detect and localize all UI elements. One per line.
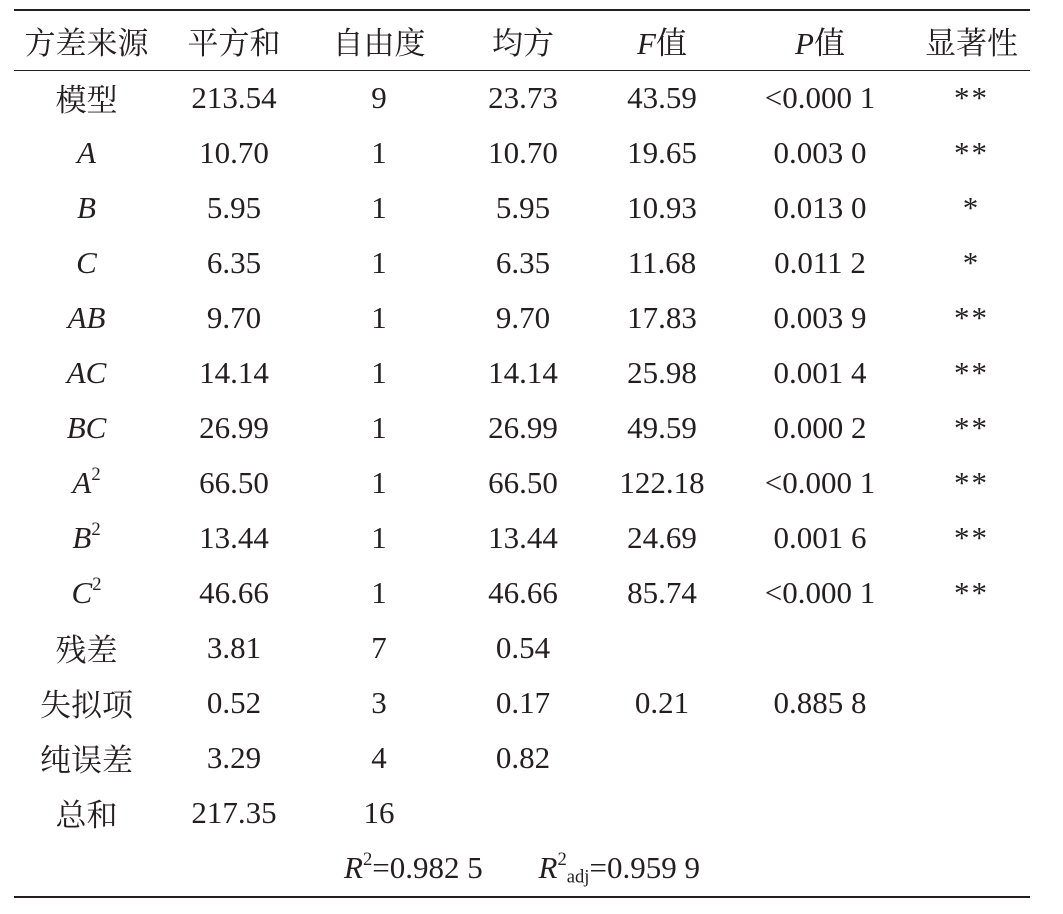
cell-p-value: 0.013 0 [773, 189, 867, 225]
header-f-value [597, 10, 727, 70]
cell-sum-of-squares: 14.14 [199, 354, 269, 390]
cell-significance [913, 675, 1030, 730]
table-row [14, 620, 1030, 675]
table-row [14, 455, 1030, 510]
cell-p-value: 0.000 2 [773, 409, 867, 445]
cell-mean-square: 5.95 [495, 189, 551, 225]
cell-sum-of-squares: 3.29 [206, 739, 262, 775]
header-p-letter: P [795, 25, 814, 61]
cell-source [14, 180, 159, 235]
cell-source-exponent: 2 [91, 518, 101, 540]
header-row [14, 10, 1030, 70]
cell-f-value: 11.68 [627, 244, 697, 280]
cell-significance: * [962, 189, 981, 225]
cell-significance [913, 730, 1030, 785]
cell-degrees-of-freedom: 7 [371, 629, 387, 665]
cell-source-term: B [72, 519, 92, 555]
cell-degrees-of-freedom: 4 [371, 739, 387, 775]
cell-source-term: AC [66, 354, 107, 390]
cell-significance: ** [954, 354, 989, 390]
cell-significance [913, 785, 1030, 840]
cell-p-value [727, 620, 913, 675]
cell-mean-square: 0.82 [495, 739, 551, 775]
cell-mean-square: 14.14 [488, 354, 558, 390]
cell-mean-square: 23.73 [488, 79, 558, 115]
cell-f-value: 43.59 [627, 79, 697, 115]
cell-mean-square: 66.50 [488, 464, 558, 500]
cell-f-value: 10.93 [627, 189, 697, 225]
cell-mean-square [449, 785, 597, 840]
cell-f-value: 0.21 [634, 684, 690, 720]
cell-significance: ** [954, 519, 989, 555]
cell-mean-square: 26.99 [488, 409, 558, 445]
header-sum-of-squares: 平方和 [159, 10, 309, 70]
cell-sum-of-squares: 10.70 [199, 134, 269, 170]
cell-f-value: 85.74 [627, 574, 697, 610]
header-f-letter: F [637, 25, 656, 61]
cell-source-term: A [77, 134, 96, 170]
cell-f-value [597, 620, 727, 675]
cell-f-value: 19.65 [627, 134, 697, 170]
cell-degrees-of-freedom: 1 [371, 574, 387, 610]
cell-sum-of-squares: 213.54 [191, 79, 277, 115]
cell-sum-of-squares: 26.99 [199, 409, 269, 445]
table-row [14, 70, 1030, 125]
cell-mean-square: 0.17 [495, 684, 551, 720]
cell-p-value: 0.003 9 [773, 299, 867, 335]
header-p-value [727, 10, 913, 70]
cell-source-term: AB [67, 299, 106, 335]
cell-degrees-of-freedom: 1 [371, 519, 387, 555]
cell-source [14, 235, 159, 290]
cell-significance: * [962, 244, 981, 280]
fit-statistics [14, 840, 1030, 897]
cell-f-value: 122.18 [619, 464, 705, 500]
header-significance: 显著性 [913, 10, 1030, 70]
cell-p-value: 0.001 4 [773, 354, 867, 390]
cell-mean-square: 9.70 [495, 299, 551, 335]
anova-table [14, 9, 1030, 898]
cell-significance: ** [954, 464, 989, 500]
table-row [14, 235, 1030, 290]
cell-degrees-of-freedom: 9 [371, 79, 387, 115]
cell-source [14, 400, 159, 455]
cell-p-value: 0.011 2 [774, 244, 866, 280]
cell-source: 纯误差 [40, 743, 133, 778]
cell-mean-square: 10.70 [488, 134, 558, 170]
table-row [14, 400, 1030, 455]
header-p-word: 值 [813, 25, 845, 61]
cell-p-value [727, 730, 913, 785]
r-squared: $R^2=0.982$ 5 [344, 848, 483, 885]
cell-source [14, 565, 159, 620]
cell-p-value: <0.000 1 [764, 79, 876, 115]
cell-p-value: <0.000 1 [764, 574, 876, 610]
cell-degrees-of-freedom: 1 [371, 299, 387, 335]
cell-source-term: BC [66, 409, 107, 445]
cell-p-value: <0.000 1 [764, 464, 876, 500]
cell-significance: ** [954, 299, 989, 335]
header-degrees-of-freedom: 自由度 [309, 10, 449, 70]
cell-sum-of-squares: 0.52 [206, 684, 262, 720]
cell-source: 总和 [55, 798, 118, 833]
cell-mean-square: 0.54 [495, 629, 551, 665]
cell-source: 残差 [55, 633, 118, 668]
cell-f-value: 24.69 [627, 519, 697, 555]
header-f-word: 值 [655, 25, 687, 61]
table-row [14, 675, 1030, 730]
table-row [14, 510, 1030, 565]
table-row [14, 125, 1030, 180]
cell-sum-of-squares: 66.50 [199, 464, 269, 500]
cell-significance: ** [954, 79, 989, 115]
cell-source: 模型 [55, 83, 118, 119]
header-mean-square: 均方 [449, 10, 597, 70]
cell-source-term: C [76, 244, 97, 280]
cell-source-exponent: 2 [91, 463, 101, 485]
table-row [14, 565, 1030, 620]
header-source: 方差来源 [14, 10, 159, 70]
table-header [14, 10, 1030, 70]
cell-sum-of-squares: 6.35 [206, 244, 262, 280]
cell-f-value: 17.83 [627, 299, 697, 335]
cell-mean-square: 6.35 [495, 244, 551, 280]
table-row [14, 180, 1030, 235]
cell-significance: ** [954, 574, 989, 610]
cell-source [14, 510, 159, 565]
table-row [14, 730, 1030, 785]
cell-degrees-of-freedom: 1 [371, 409, 387, 445]
cell-degrees-of-freedom: 1 [371, 464, 387, 500]
cell-f-value: 49.59 [627, 409, 697, 445]
cell-degrees-of-freedom: 1 [371, 354, 387, 390]
table-row [14, 785, 1030, 840]
cell-degrees-of-freedom: 1 [371, 189, 387, 225]
cell-sum-of-squares: 217.35 [191, 794, 277, 830]
cell-significance: ** [954, 134, 989, 170]
cell-significance: ** [954, 409, 989, 445]
cell-source-exponent: 2 [92, 573, 102, 595]
cell-sum-of-squares: 3.81 [206, 629, 262, 665]
cell-mean-square: 46.66 [488, 574, 558, 610]
table-row [14, 290, 1030, 345]
cell-p-value: 0.001 6 [773, 519, 867, 555]
cell-mean-square: 13.44 [488, 519, 558, 555]
cell-sum-of-squares: 5.95 [206, 189, 262, 225]
cell-sum-of-squares: 46.66 [199, 574, 269, 610]
cell-degrees-of-freedom: 1 [371, 134, 387, 170]
cell-source-term: A [72, 464, 92, 500]
cell-source-term: B [77, 189, 96, 225]
cell-p-value: 0.885 8 [773, 684, 867, 720]
cell-degrees-of-freedom: 16 [363, 794, 395, 830]
cell-f-value [597, 785, 727, 840]
cell-source [14, 290, 159, 345]
cell-p-value: 0.003 0 [773, 134, 867, 170]
table-body [14, 70, 1030, 840]
cell-f-value [597, 730, 727, 785]
cell-degrees-of-freedom: 1 [371, 244, 387, 280]
cell-significance [913, 620, 1030, 675]
cell-sum-of-squares: 9.70 [206, 299, 262, 335]
cell-degrees-of-freedom: 3 [371, 684, 387, 720]
cell-source-term: C [71, 574, 93, 610]
cell-p-value [727, 785, 913, 840]
cell-source [14, 125, 159, 180]
r-squared-adjusted: $R^2_{adj}=0.959$ 9 [538, 848, 700, 888]
cell-source [14, 455, 159, 510]
cell-sum-of-squares: 13.44 [199, 519, 269, 555]
fit-statistics-row [14, 840, 1030, 897]
cell-source: 失拟项 [40, 688, 133, 723]
cell-f-value: 25.98 [627, 354, 697, 390]
cell-source [14, 345, 159, 400]
table-row [14, 345, 1030, 400]
